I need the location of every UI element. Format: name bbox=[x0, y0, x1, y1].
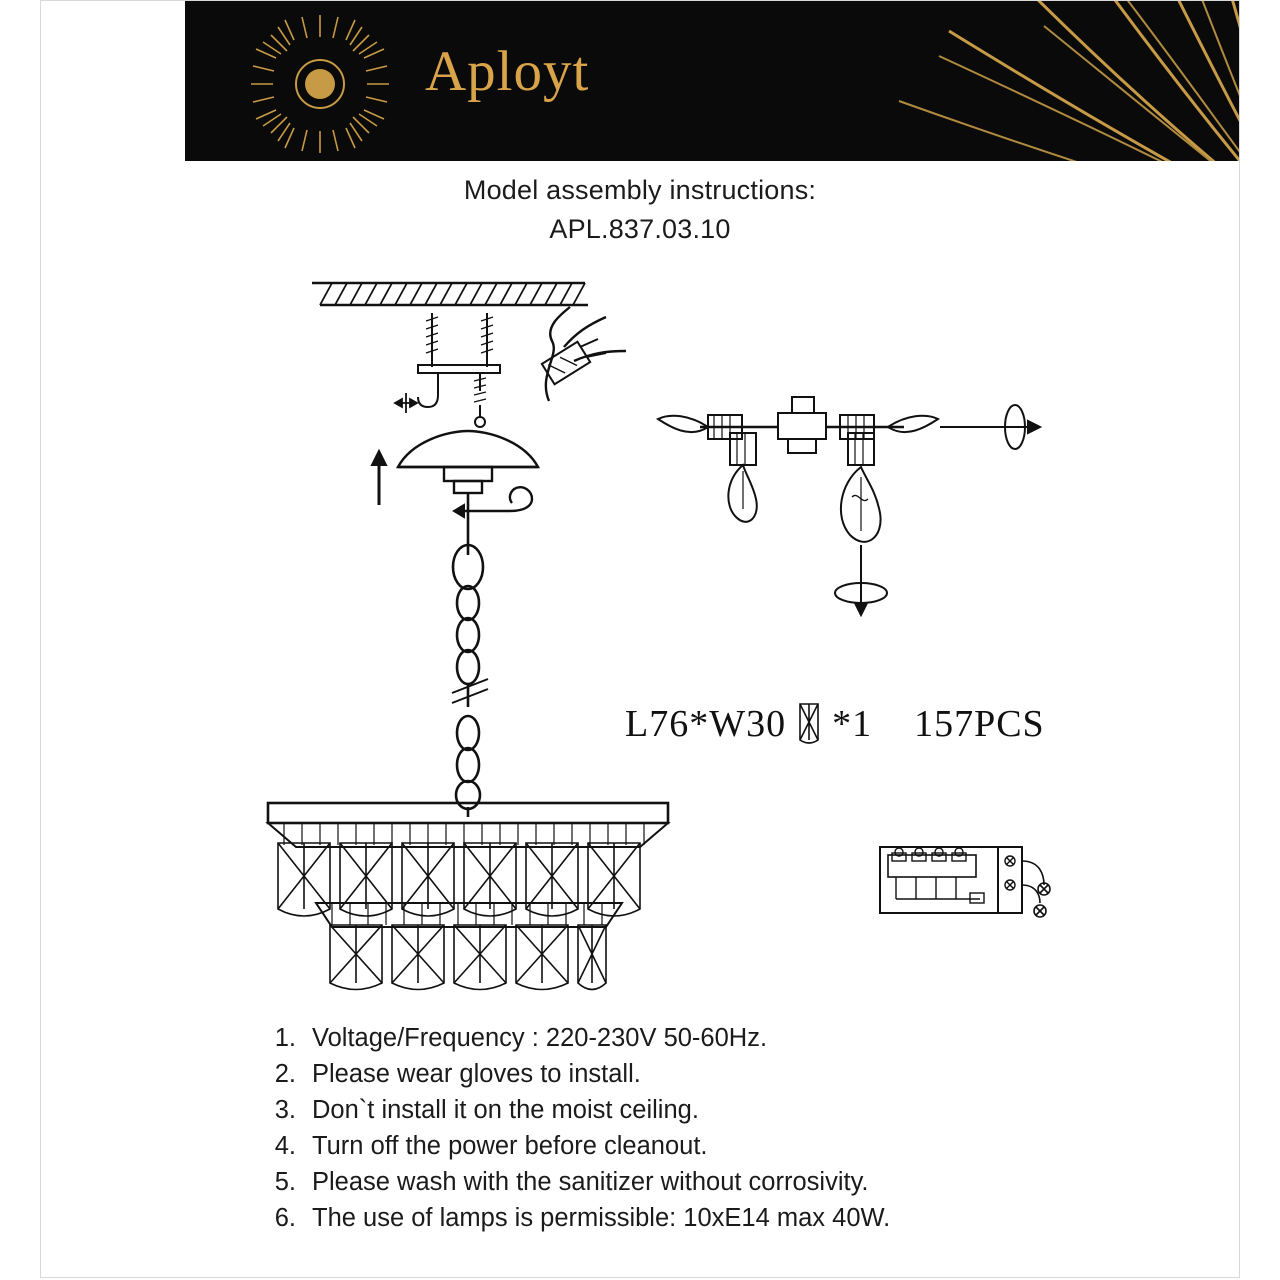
instructions-title: Model assembly instructions: bbox=[463, 175, 817, 205]
note-text: Please wear gloves to install. bbox=[312, 1060, 641, 1088]
note-text: Don`t install it on the moist ceiling. bbox=[312, 1096, 699, 1124]
lamp-arm-detail bbox=[658, 397, 1040, 615]
note-text: Voltage/Frequency : 220-230V 50-60Hz. bbox=[312, 1024, 768, 1052]
note-number: 3. bbox=[274, 1096, 296, 1124]
note-number: 6. bbox=[274, 1204, 296, 1232]
note-number: 4. bbox=[274, 1132, 296, 1160]
note-number: 2. bbox=[274, 1060, 296, 1088]
direction-arrow bbox=[372, 451, 386, 505]
note-text: Turn off the power before cleanout. bbox=[312, 1132, 708, 1160]
safety-notes bbox=[250, 1020, 1230, 1236]
list-item bbox=[250, 1020, 1230, 1056]
note-number: 5. bbox=[274, 1168, 296, 1196]
list-item bbox=[250, 1164, 1230, 1200]
ray-burst-decoration bbox=[779, 1, 1239, 161]
sunburst-icon bbox=[245, 9, 395, 159]
spec-line bbox=[625, 700, 1045, 748]
note-number: 1. bbox=[274, 1024, 296, 1052]
note-text: Please wash with the sanitizer without corrosivity. bbox=[312, 1168, 869, 1196]
brand-name: Aployt bbox=[425, 40, 590, 103]
list-item bbox=[250, 1200, 1230, 1236]
ceiling-hatching bbox=[312, 283, 588, 305]
terminal-block-wiring bbox=[880, 847, 1050, 917]
list-item bbox=[250, 1092, 1230, 1128]
supply-wire bbox=[542, 307, 626, 401]
list-item bbox=[250, 1056, 1230, 1092]
chandelier-assembly bbox=[268, 803, 668, 990]
rotate-arrow-right bbox=[940, 405, 1040, 449]
canopy-cup bbox=[398, 431, 538, 493]
assembly-diagram bbox=[40, 255, 1240, 1015]
page-title bbox=[0, 175, 1280, 245]
list-item bbox=[250, 1128, 1230, 1164]
suspension-chain bbox=[453, 493, 483, 817]
screwdriver-tool bbox=[454, 487, 532, 517]
rotate-arrow-bottom bbox=[835, 545, 887, 615]
model-number: APL.837.03.10 bbox=[549, 214, 731, 244]
spec-pieces: 157PCS bbox=[914, 703, 1045, 745]
note-text: The use of lamps is permissible: 10xE14 max 40W. bbox=[312, 1204, 891, 1232]
mounting-screws-hooks bbox=[418, 313, 500, 427]
assembly-diagram-svg bbox=[40, 255, 1240, 1015]
brand-banner bbox=[185, 1, 1239, 161]
spec-dimensions: L76*W30 bbox=[625, 703, 787, 745]
spec-quantity: *1 bbox=[832, 703, 873, 745]
crystal-pendant-icon bbox=[796, 700, 822, 748]
alignment-marker bbox=[395, 393, 417, 413]
